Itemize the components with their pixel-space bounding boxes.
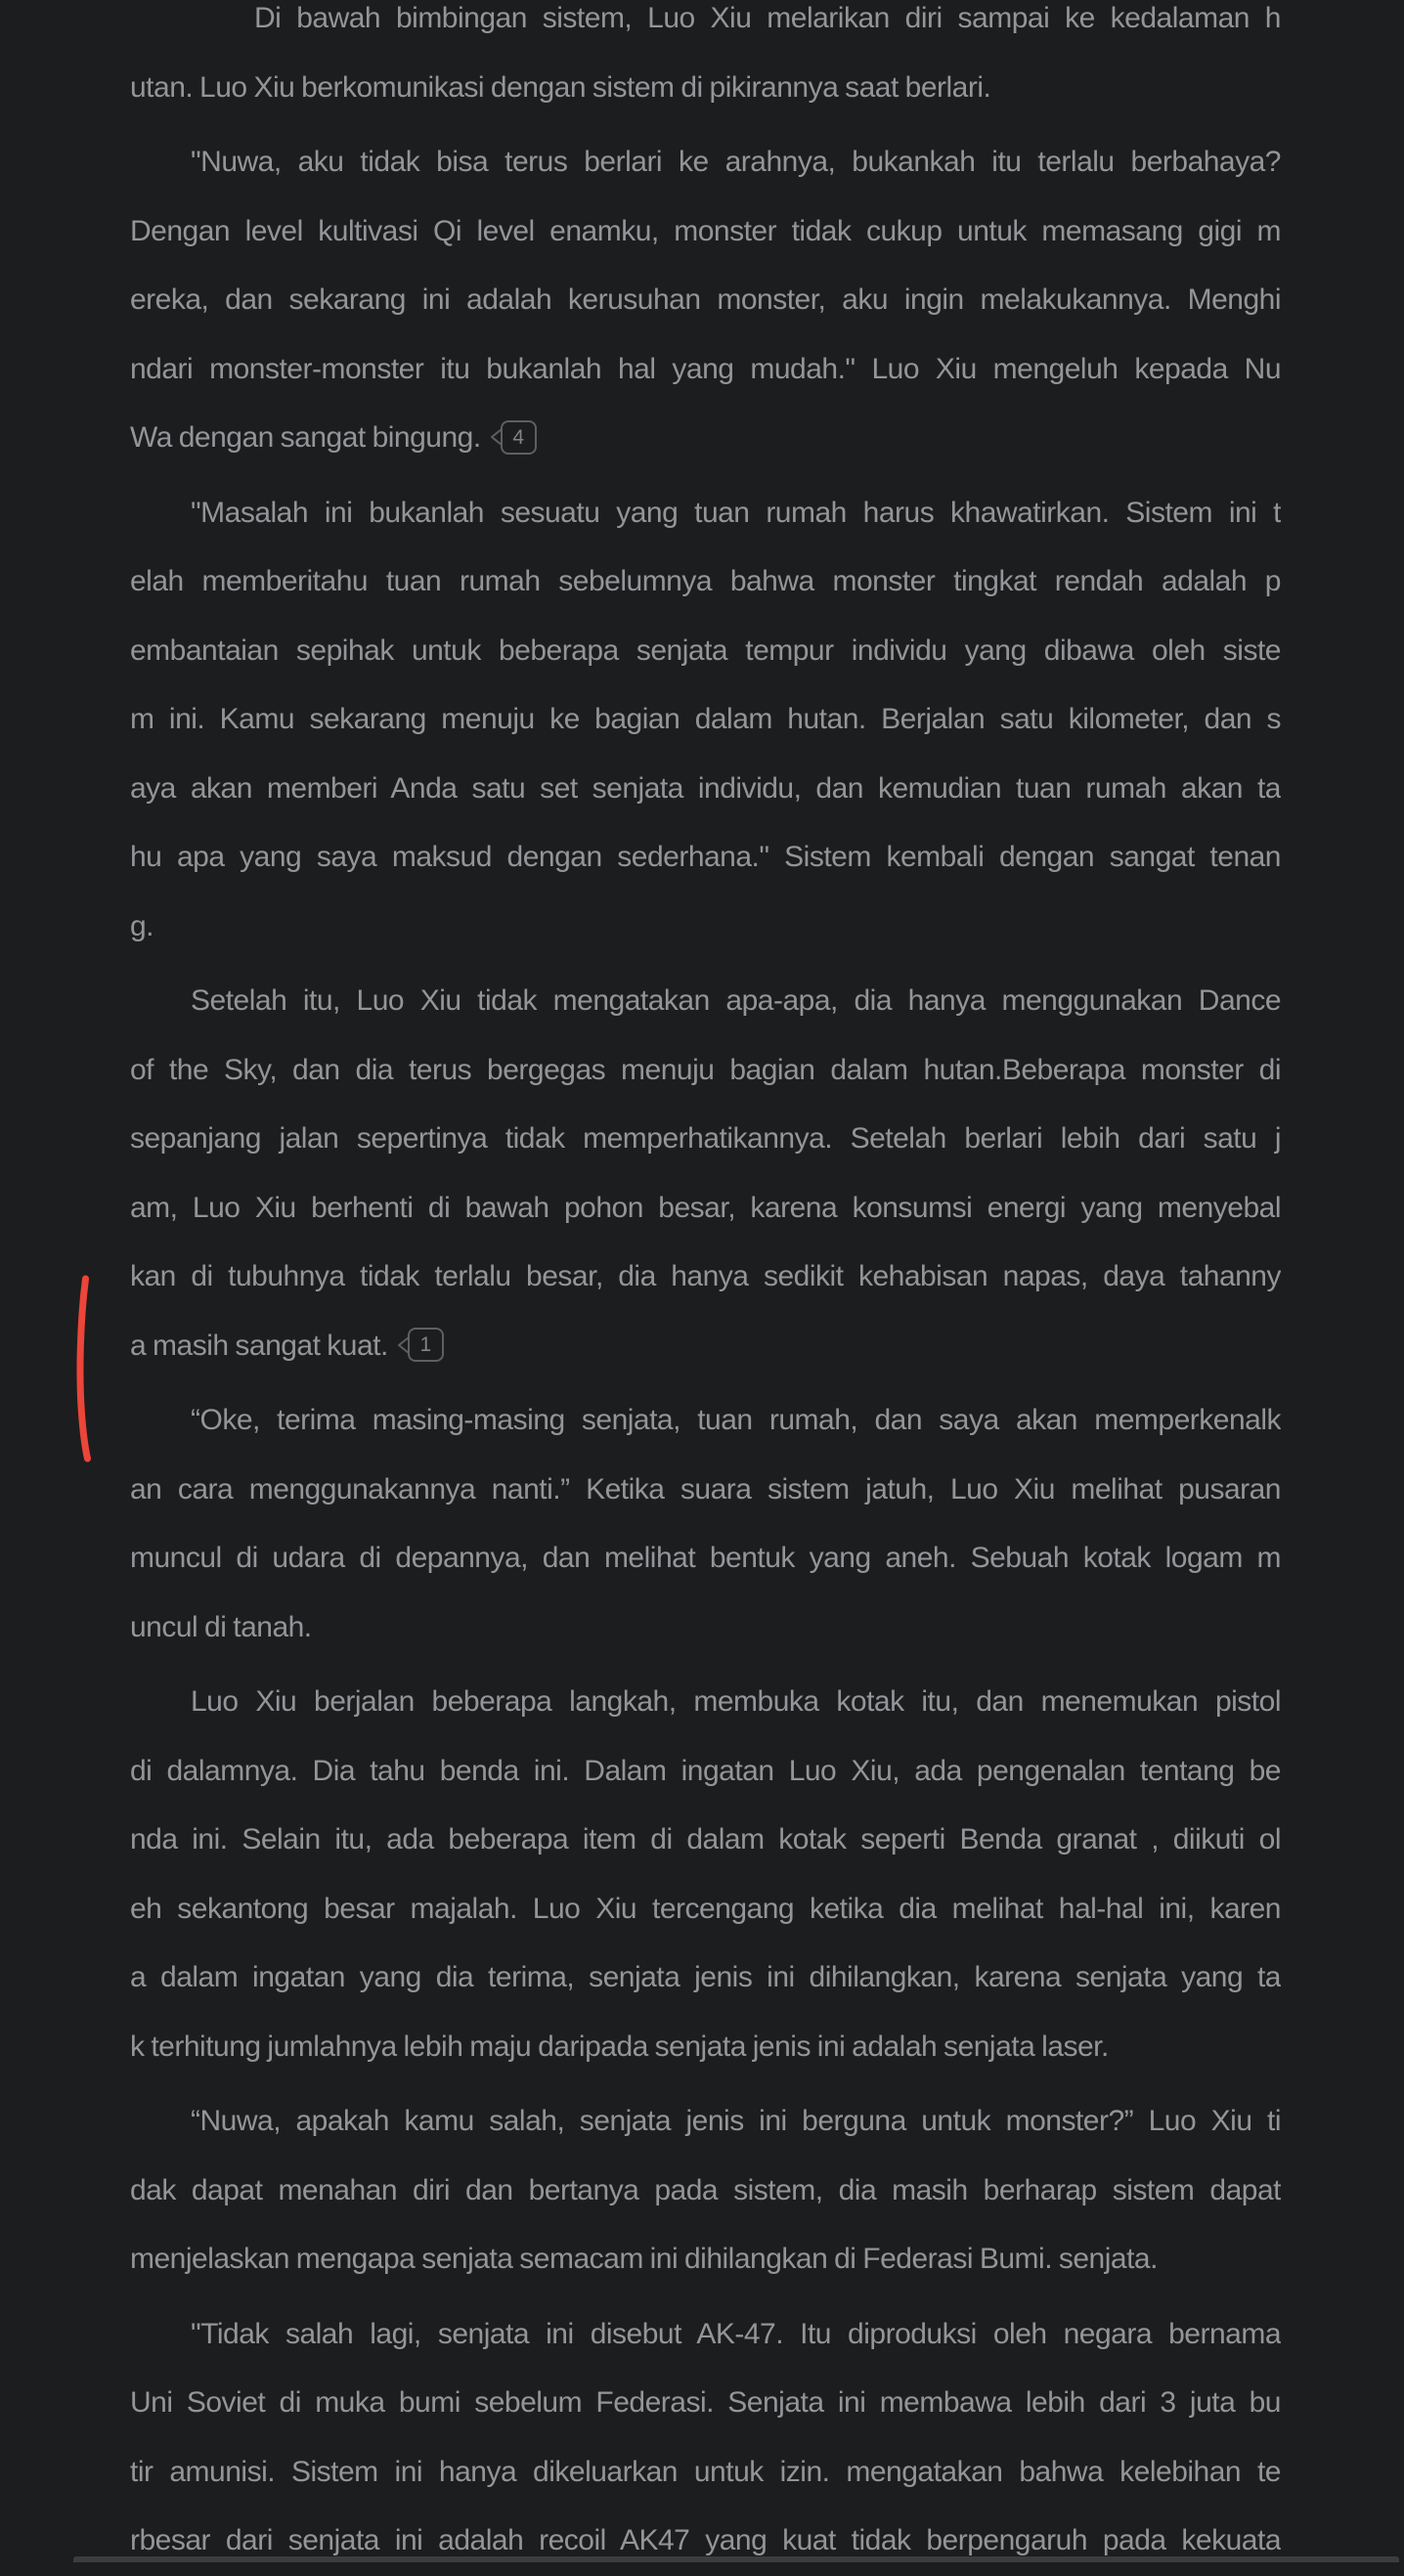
paragraph (130, 128, 1281, 473)
text-line: tir amunisi. Sistem ini hanya dikeluarkan untuk izin. mengatakan bahwa kelebihan te (130, 2455, 1281, 2488)
text-line: dak dapat menahan diri dan bertanya pada sistem, dia masih berharap sistem dapat (130, 2173, 1281, 2206)
text-line: am, Luo Xiu berhenti di bawah pohon besar, karena konsumsi energi yang menyebal (130, 1191, 1281, 1224)
paragraph (130, 1668, 1281, 2081)
paragraph (130, 0, 1281, 122)
text-line: “Oke, terima masing-masing senjata, tuan rumah, dan saya akan memperkenalk (191, 1404, 1281, 1436)
text-line: of the Sky, dan dia terus bergegas menuju bagian dalam hutan.Beberapa monster di (130, 1053, 1281, 1086)
text-line: embantaian sepihak untuk beberapa senjata tempur individu yang dibawa oleh siste (130, 633, 1281, 667)
annotation-badge-count: 1 (408, 1328, 444, 1362)
text-line: muncul di udara di depannya, dan melihat bentuk yang aneh. Sebuah kotak logam m (130, 1542, 1281, 1574)
text-line: ereka, dan sekarang ini adalah kerusuhan monster, aku ingin melakukannya. Menghi (130, 284, 1281, 316)
text-line: hu apa yang saya maksud dengan sederhana." Sistem kembali dengan sangat tenan (130, 841, 1281, 873)
text-line: k terhitung jumlahnya lebih maju daripada senjata jenis ini adalah senjata laser. (130, 2030, 1109, 2063)
paragraph (130, 1386, 1281, 1662)
annotation-badge-4[interactable] (490, 420, 537, 455)
bottom-sheet-edge (73, 2556, 1399, 2562)
paragraph (130, 479, 1281, 962)
annotation-badge-count: 4 (501, 420, 537, 455)
paragraph (130, 2087, 1281, 2294)
text-line: sepanjang jalan sepertinya tidak memperhatikannya. Setelah berlari lebih dari satu j (130, 1122, 1281, 1155)
text-line: Dengan level kultivasi Qi level enamku, monster tidak cukup untuk memasang gigi m (130, 214, 1281, 247)
text-line: Di bawah bimbingan sistem, Luo Xiu melarikan diri sampai ke kedalaman h (254, 2, 1281, 34)
reader-content[interactable] (130, 0, 1281, 2576)
text-line-fragment: Wa dengan sangat bingung. (130, 421, 481, 454)
text-line: Setelah itu, Luo Xiu tidak mengatakan apa-apa, dia hanya menggunakan Dance (191, 984, 1281, 1017)
text-line: uncul di tanah. (130, 1610, 312, 1643)
text-line: kan di tubuhnya tidak terlalu besar, dia hanya sedikit kehabisan napas, daya tahanny (130, 1260, 1281, 1292)
text-line: rbesar dari senjata ini adalah recoil AK47 yang kuat tidak berpengaruh pada kekuata (130, 2524, 1281, 2556)
text-line-fragment: a masih sangat kuat. (130, 1329, 388, 1362)
red-highlight-stroke (70, 1267, 106, 1472)
text-line: a dalam ingatan yang dia terima, senjata jenis ini dihilangkan, karena senjata yang ta (130, 1961, 1281, 1993)
text-line: m ini. Kamu sekarang menuju ke bagian dalam hutan. Berjalan satu kilometer, dan s (130, 703, 1281, 735)
text-line: utan. Luo Xiu berkomunikasi dengan sistem di pikirannya saat berlari. (130, 70, 991, 104)
text-line: menjelaskan mengapa senjata semacam ini dihilangkan di Federasi Bumi. senjata. (130, 2243, 1158, 2275)
text-line: "Masalah ini bukanlah sesuatu yang tuan rumah harus khawatirkan. Sistem ini t (191, 496, 1281, 529)
text-line (130, 404, 1281, 473)
annotation-badge-1[interactable] (397, 1328, 444, 1362)
text-line: ndari monster-monster itu bukanlah hal yang mudah." Luo Xiu mengeluh kepada Nu (130, 352, 1281, 385)
text-line: “Nuwa, apakah kamu salah, senjata jenis ini berguna untuk monster?” Luo Xiu ti (191, 2105, 1281, 2137)
text-line: aya akan memberi Anda satu set senjata individu, dan kemudian tuan rumah akan ta (130, 771, 1281, 805)
text-line: "Tidak salah lagi, senjata ini disebut AK-47. Itu diproduksi oleh negara bernama (191, 2317, 1281, 2350)
text-line: an cara menggunakannya nanti.” Ketika suara sistem jatuh, Luo Xiu melihat pusaran (130, 1472, 1281, 1506)
text-line: g. (130, 909, 154, 942)
text-line (130, 1312, 1281, 1381)
paragraph (130, 2300, 1281, 2576)
text-line: elah memberitahu tuan rumah sebelumnya bahwa monster tingkat rendah adalah p (130, 565, 1281, 597)
text-line: Uni Soviet di muka bumi sebelum Federasi. Senjata ini membawa lebih dari 3 juta bu (130, 2386, 1281, 2419)
text-line: nda ini. Selain itu, ada beberapa item di dalam kotak seperti Benda granat , diikuti ol (130, 1823, 1281, 1856)
paragraph (130, 967, 1281, 1380)
text-line: "Nuwa, aku tidak bisa terus berlari ke arahnya, bukankah itu terlalu berbahaya? (191, 146, 1281, 178)
text-line: eh sekantong besar majalah. Luo Xiu tercengang ketika dia melihat hal-hal ini, karen (130, 1892, 1281, 1925)
text-line: Luo Xiu berjalan beberapa langkah, membuka kotak itu, dan menemukan pistol (191, 1685, 1281, 1718)
text-line: di dalamnya. Dia tahu benda ini. Dalam ingatan Luo Xiu, ada pengenalan tentang be (130, 1754, 1281, 1787)
